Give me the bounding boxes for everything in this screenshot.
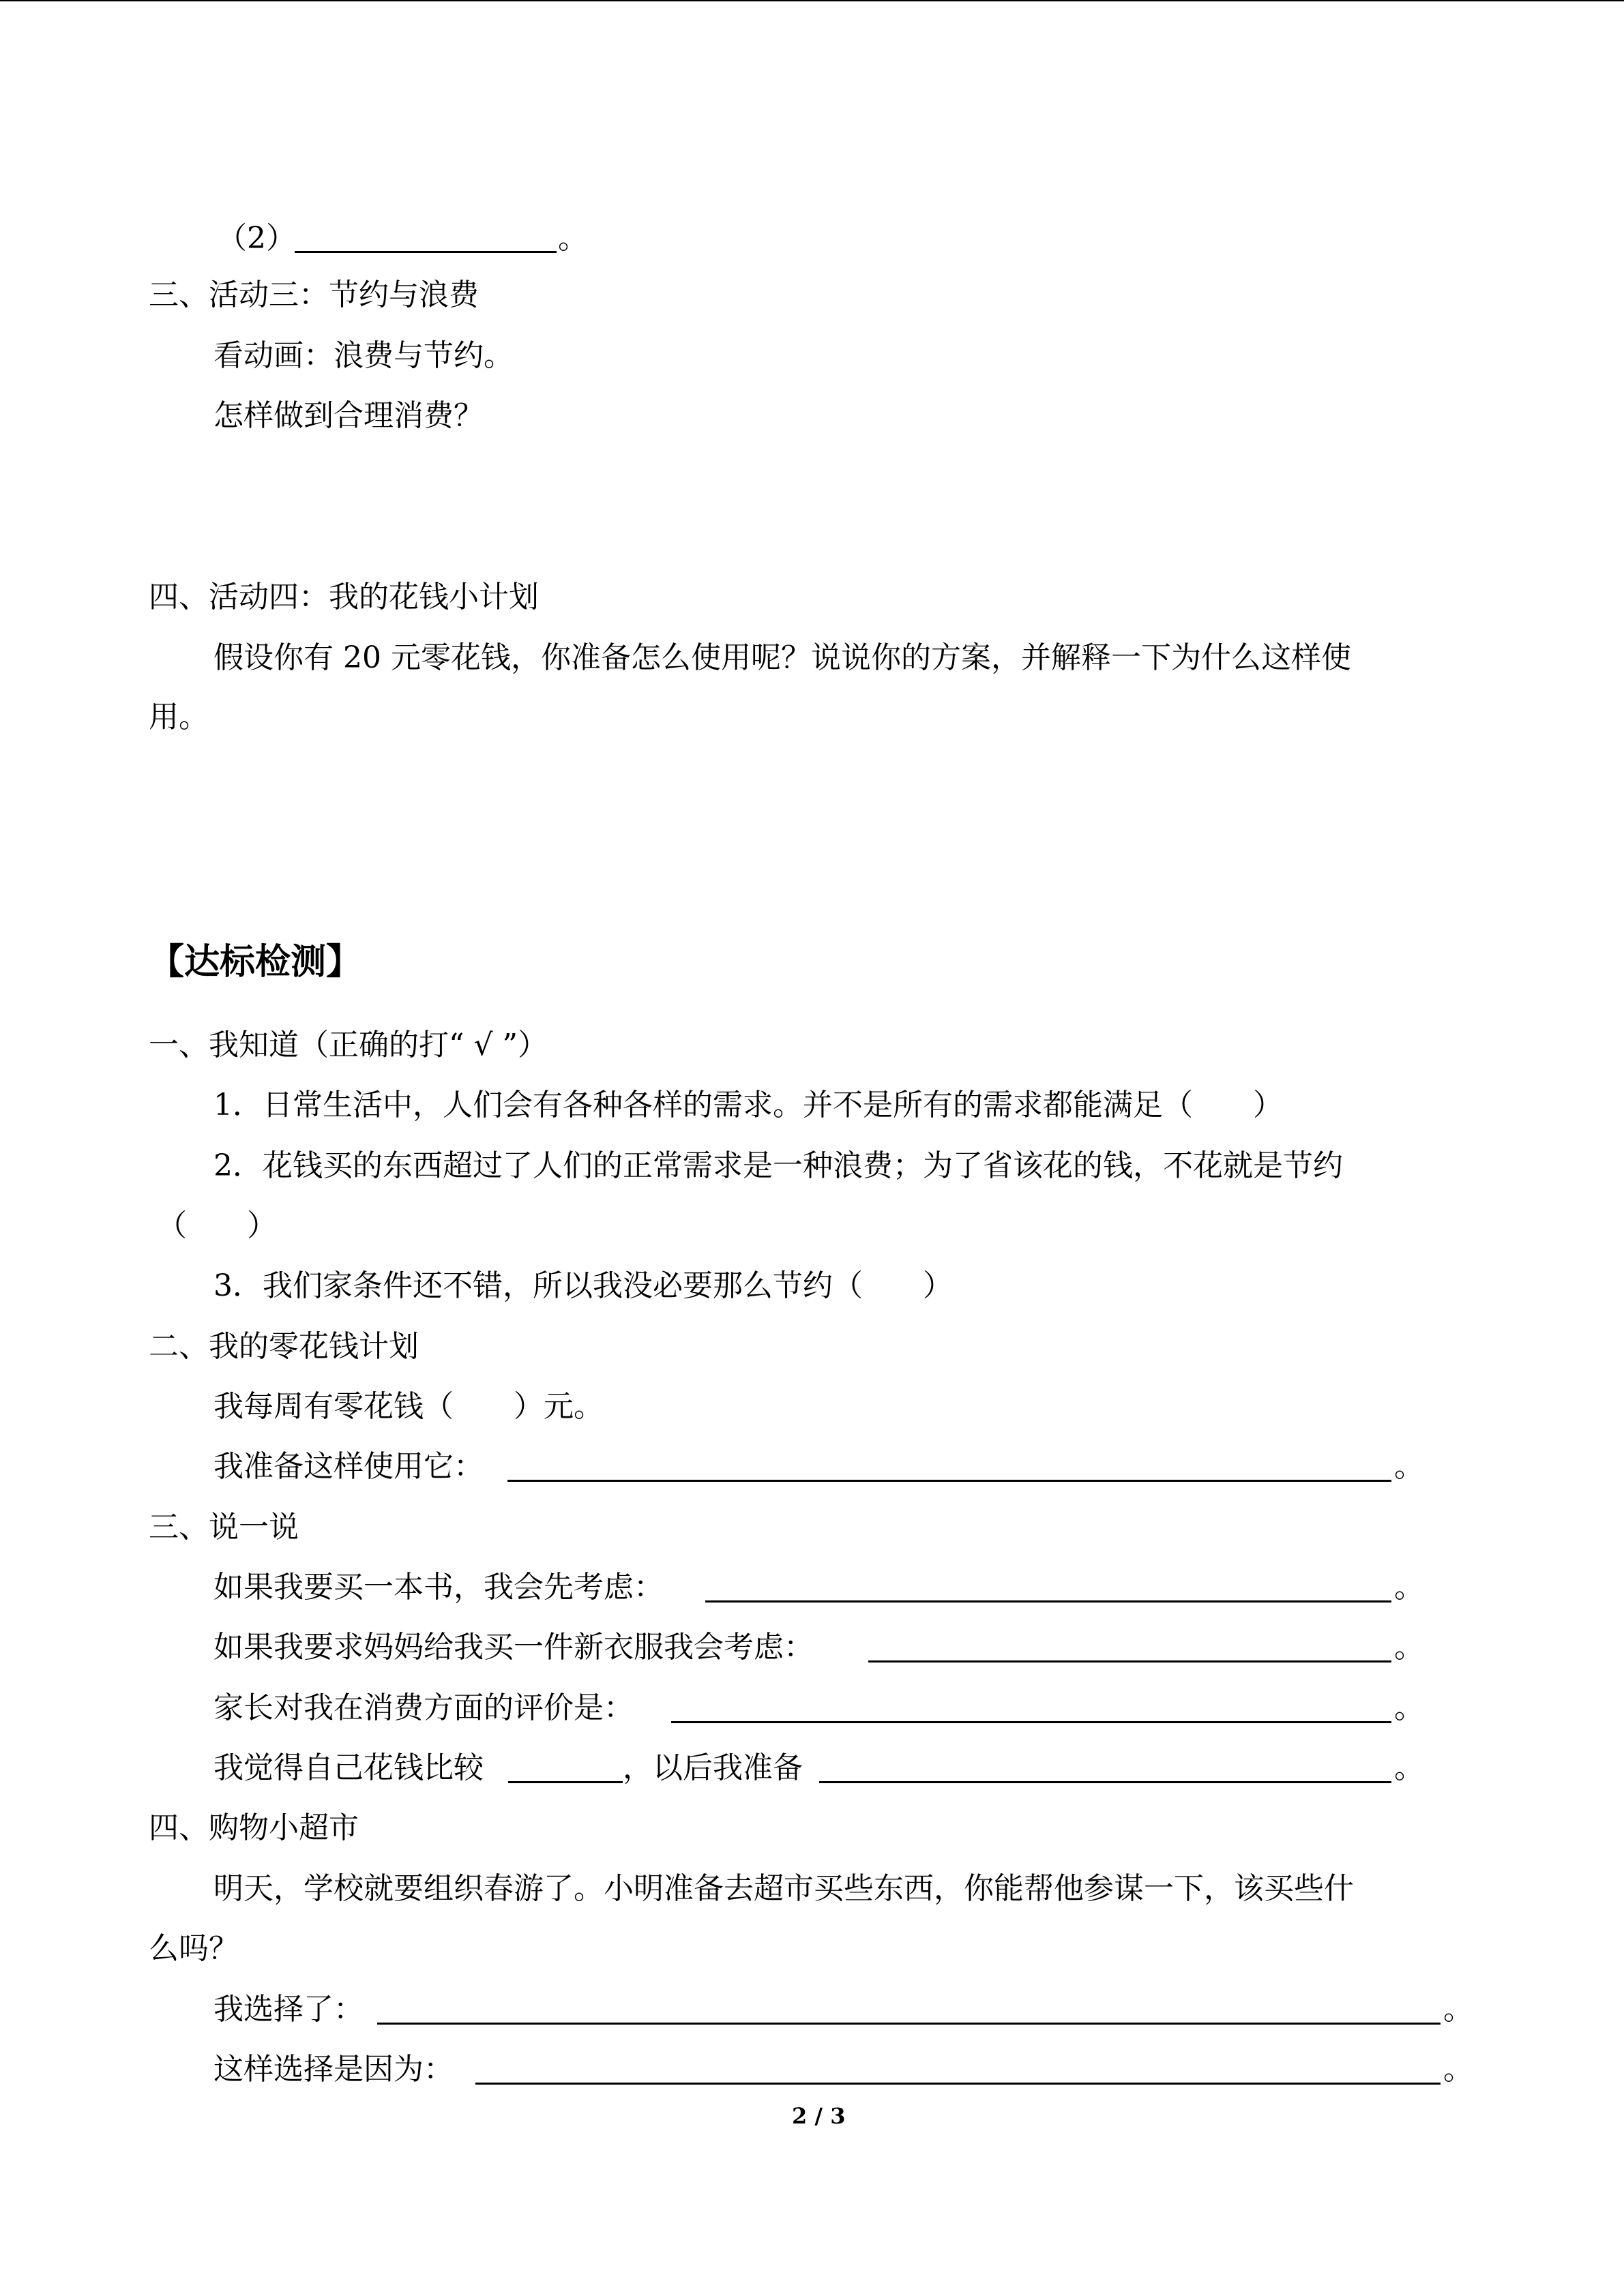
q3-line-1-label: 如果我要买一本书，我会先考虑： xyxy=(213,1570,664,1605)
q3-line-4-answer-line-b[interactable] xyxy=(819,1781,1391,1783)
q3-line-1-period: 。 xyxy=(1394,1570,1424,1605)
test-section-title: 【达标检测】 xyxy=(149,941,362,983)
q3-line-1-answer-line[interactable] xyxy=(705,1600,1391,1602)
activity-4-line-2: 用。 xyxy=(149,700,209,734)
q1-item-2-line-1: 2．花钱买的东西超过了人们的正常需求是一种浪费；为了省该花的钱，不花就是节约 xyxy=(213,1148,1343,1183)
q1-title: 一、我知道（正确的打“ √ ”） xyxy=(149,1028,548,1062)
q2-line-2-label: 我准备这样使用它： xyxy=(213,1449,484,1484)
q4-line-1-label: 我选择了： xyxy=(213,1992,364,2027)
q3-line-4-answer-line-a[interactable] xyxy=(508,1781,623,1783)
q3-line-3-period: 。 xyxy=(1394,1690,1424,1725)
q2-line-1: 我每周有零花钱（ ）元。 xyxy=(213,1389,604,1424)
q4-line-1-answer-line[interactable] xyxy=(377,2023,1441,2025)
q2-title: 二、我的零花钱计划 xyxy=(149,1329,419,1364)
q1-item-1: 1．日常生活中，人们会有各种各样的需求。并不是所有的需求都能满足（ ） xyxy=(213,1088,1283,1122)
activity-3-line-2: 怎样做到合理消费？ xyxy=(213,398,484,433)
q3-line-4-label-b: ，以后我准备 xyxy=(623,1750,803,1785)
q4-paragraph-line-2: 么吗？ xyxy=(149,1931,239,1966)
q4-paragraph-line-1: 明天，学校就要组织春游了。小明准备去超市买些东西，你能帮他参谋一下，该买些什 xyxy=(213,1871,1354,1906)
activity-3-line-1: 看动画：浪费与节约。 xyxy=(213,338,514,373)
q4-line-2-period: 。 xyxy=(1443,2052,1473,2087)
q3-line-2-period: 。 xyxy=(1394,1630,1424,1665)
q2-line-2-period: 。 xyxy=(1394,1449,1424,1484)
item-2-answer-line[interactable] xyxy=(295,251,557,253)
q3-line-2-label: 如果我要求妈妈给我买一件新衣服我会考虑： xyxy=(213,1630,814,1665)
item-2-prefix: （2） xyxy=(217,221,296,256)
q3-title: 三、说一说 xyxy=(149,1510,299,1545)
q4-line-2-label: 这样选择是因为： xyxy=(213,2052,454,2087)
activity-4-line-1: 假设你有 20 元零花钱，你准备怎么使用呢？说说你的方案，并解释一下为什么这样使 xyxy=(213,640,1351,675)
q4-title: 四、购物小超市 xyxy=(149,1810,359,1845)
activity-3-title: 三、活动三：节约与浪费 xyxy=(149,278,479,312)
item-2-period: 。 xyxy=(558,221,588,256)
q3-line-3-answer-line[interactable] xyxy=(671,1721,1391,1723)
page-number: 2 / 3 xyxy=(792,2103,846,2129)
q1-item-2-line-2: （ ） xyxy=(157,1208,277,1243)
q1-item-3: 3．我们家条件还不错，所以我没必要那么节约（ ） xyxy=(213,1268,953,1303)
q3-line-3-label: 家长对我在消费方面的评价是： xyxy=(213,1690,634,1725)
q4-line-1-period: 。 xyxy=(1443,1992,1473,2027)
q2-line-2-answer-line[interactable] xyxy=(507,1480,1391,1482)
q3-line-2-answer-line[interactable] xyxy=(868,1660,1391,1663)
q3-line-4-label-a: 我觉得自己花钱比较 xyxy=(213,1750,484,1785)
page-top-border xyxy=(0,0,1624,1)
activity-4-title: 四、活动四：我的花钱小计划 xyxy=(149,580,539,614)
q3-line-4-period: 。 xyxy=(1394,1750,1424,1785)
q4-line-2-answer-line[interactable] xyxy=(475,2083,1441,2085)
